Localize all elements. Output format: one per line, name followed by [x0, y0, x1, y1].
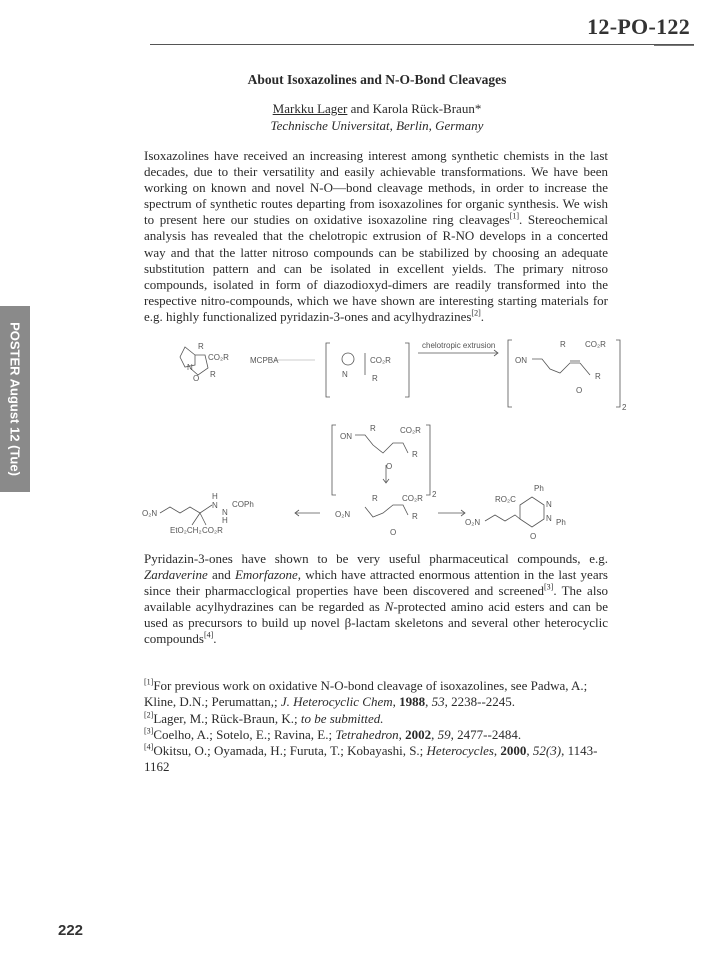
- reference-number: [2]: [144, 710, 154, 720]
- body-text: .: [213, 631, 217, 647]
- atom-label: N: [342, 370, 348, 379]
- atom-label: N: [222, 508, 228, 517]
- reference-authors: Lager, M.; Rück-Braun, K.;: [153, 710, 301, 726]
- references: [144, 678, 614, 776]
- substituent-label: COPh: [232, 500, 254, 509]
- nitroso-label: ON: [340, 432, 352, 441]
- reference-authors: For previous work on oxidative N-O-bond cleavage of isoxazolines, see Padwa, A.; Kline, D.N.; Perumattan,;: [144, 678, 588, 710]
- applications-paragraph: [144, 551, 608, 648]
- reference-item: [144, 678, 614, 711]
- substituent-label: R: [412, 450, 418, 459]
- intro-text: Isoxazolines have received an increasing interest among synthetic chemists in the last decades, due to their versatility and easily achievable transformations. We have been working on known and novel N-O—bond cleavage methods, in order to increase the spectrum of synthetic routes departing from isoxazolines for organic synthesis. We wish to present here our studies on oxidative isoxazoline ring cleavages: [144, 148, 608, 228]
- presenting-author: Markku Lager: [272, 101, 348, 116]
- substituent-label: R: [412, 512, 418, 521]
- bracket-left: [326, 343, 330, 397]
- atom-label: O: [576, 386, 583, 395]
- nitro-label: O₂N: [335, 510, 351, 519]
- side-tab: [0, 306, 30, 492]
- reference-sep: ,: [425, 694, 432, 710]
- substituent-label: R: [595, 372, 601, 381]
- body-text: . The also available acylhydrazines can be regarded as: [144, 583, 609, 615]
- reaction-scheme: [140, 335, 627, 545]
- reference-sep: ,: [398, 726, 406, 742]
- substituent-label: R: [560, 340, 566, 349]
- reference-sep: ,: [392, 694, 400, 710]
- reaction-scheme-svg: [140, 335, 627, 545]
- nitro-label: O₂N: [142, 509, 158, 518]
- intermediate-ring: [342, 353, 354, 365]
- atom-label: N: [546, 500, 552, 509]
- reference-pages: , 1143-1162: [144, 743, 598, 775]
- substituent-label: CO₂R: [202, 526, 223, 535]
- coauthor: Karola Rück-Braun*: [372, 101, 482, 116]
- reference-sep: ,: [493, 743, 501, 759]
- substituent-label: CO₂R: [370, 356, 391, 365]
- reference-pages: , 2238--2245.: [444, 694, 516, 710]
- body-text: -protected amino acid esters and can be used as precursors to build up novel β-lactam skeletons and several other heterocyclic compounds: [144, 599, 608, 647]
- intro-text: . Stereochemical analysis has revealed that the chelotropic extrusion of R-NO develops in a concerted way and that the latter nitroso compounds can be stabilized by choosing an adequate substitution pattern and can be isolated in excellent yields. The primary nitroso compounds, isolated in form of diazodioxyd-dimers are readily transformed into the respective nitro-compounds, which we have shown are interesting starting materials for e.g. highly functionalized pyridazin-3-ones and acylhydrazines: [144, 212, 608, 324]
- citation: [2]: [471, 308, 481, 318]
- affiliation: Technische Universitat, Berlin, Germany: [270, 118, 484, 133]
- atom-label: O: [386, 462, 393, 471]
- side-tab-label: POSTER August 12 (Tue): [7, 322, 23, 476]
- reference-volume: 53: [431, 694, 445, 710]
- substituent-label: CO₂R: [208, 353, 229, 362]
- citation: [3]: [544, 582, 554, 592]
- body-text: Pyridazin-3-ones have shown to be very useful pharmaceutical compounds, e.g.: [144, 551, 608, 566]
- substituent-label: R: [370, 424, 376, 433]
- reference-authors: Coelho, A.; Sotelo, E.; Ravina, E.;: [153, 726, 336, 742]
- header-rule-end: [654, 45, 694, 46]
- reference-volume: 59: [437, 726, 451, 742]
- nitro-label: O₂N: [465, 518, 481, 527]
- substituent-label: CO₂R: [402, 494, 423, 503]
- reference-journal: Tetrahedron: [335, 726, 399, 742]
- substituent-label: R: [198, 342, 204, 351]
- substituent-label: Ph: [556, 518, 566, 527]
- dimer-subscript: 2: [622, 403, 627, 412]
- bracket-right: [405, 343, 409, 397]
- abstract-code: 12-PO-122: [587, 14, 690, 39]
- reference-journal: to be submitted.: [300, 710, 384, 726]
- authors: [0, 101, 704, 117]
- paper-title: About Isoxazolines and N-O-Bond Cleavages: [247, 72, 507, 87]
- reagent-label: MCPBA: [250, 356, 279, 365]
- atom-label: N: [546, 514, 552, 523]
- reference-sep: ,: [431, 726, 438, 742]
- author-connector: and: [347, 101, 373, 116]
- reference-item: [144, 743, 614, 776]
- reference-year: 2002: [405, 726, 432, 742]
- intro-paragraph: [144, 148, 608, 325]
- atom-label: H: [212, 492, 218, 501]
- reference-authors: Okitsu, O.; Oyamada, H.; Furuta, T.; Kobayashi, S.;: [153, 743, 427, 759]
- atom-label: O: [193, 374, 200, 383]
- reference-sep: ,: [526, 743, 533, 759]
- body-text: and: [207, 567, 235, 583]
- citation: [4]: [203, 631, 214, 641]
- reference-item: [144, 727, 614, 743]
- reference-pages: , 2477--2484.: [450, 726, 522, 742]
- nitroso-label: ON: [515, 356, 527, 365]
- reference-volume: 52(3): [532, 743, 562, 759]
- substituent-label: R: [372, 494, 378, 503]
- atom-label: N: [212, 501, 218, 510]
- intro-text: .: [480, 308, 484, 324]
- reference-journal: Heterocycles: [426, 743, 494, 759]
- reference-item: [144, 711, 614, 727]
- page-number: 222: [58, 922, 84, 939]
- substituent-label: CO₂R: [400, 426, 421, 435]
- italic-n: N: [384, 599, 394, 615]
- reference-number: [3]: [144, 726, 154, 736]
- reference-number: [1]: [144, 677, 154, 687]
- reference-journal: J. Heterocyclic Chem: [280, 694, 393, 710]
- citation: [1]: [509, 212, 520, 222]
- substituent-label: EtO₂CH₂: [170, 526, 202, 535]
- atom-label: O: [390, 528, 397, 537]
- substituent-label: R: [210, 370, 216, 379]
- drug-name: Emorfazone: [234, 567, 298, 583]
- dimer-subscript: 2: [432, 490, 437, 499]
- substituent-label: Ph: [534, 484, 544, 493]
- reference-number: [4]: [144, 742, 154, 752]
- reference-year: 2000: [500, 743, 527, 759]
- body-text: , which have attracted enormous attention in the last years since their pharmacclogical properties have been discovered and screened: [144, 567, 608, 599]
- substituent-label: R: [372, 374, 378, 383]
- substituent-label: CO₂R: [585, 340, 606, 349]
- atom-label: H: [222, 516, 228, 525]
- atom-label: N: [187, 363, 193, 372]
- drug-name: Zardaverine: [144, 567, 208, 583]
- reagent-label: chelotropic extrusion: [422, 341, 496, 350]
- reference-year: 1988: [399, 694, 426, 710]
- atom-label: O: [530, 532, 537, 541]
- header-rule: [150, 44, 694, 45]
- substituent-label: RO₂C: [495, 495, 516, 504]
